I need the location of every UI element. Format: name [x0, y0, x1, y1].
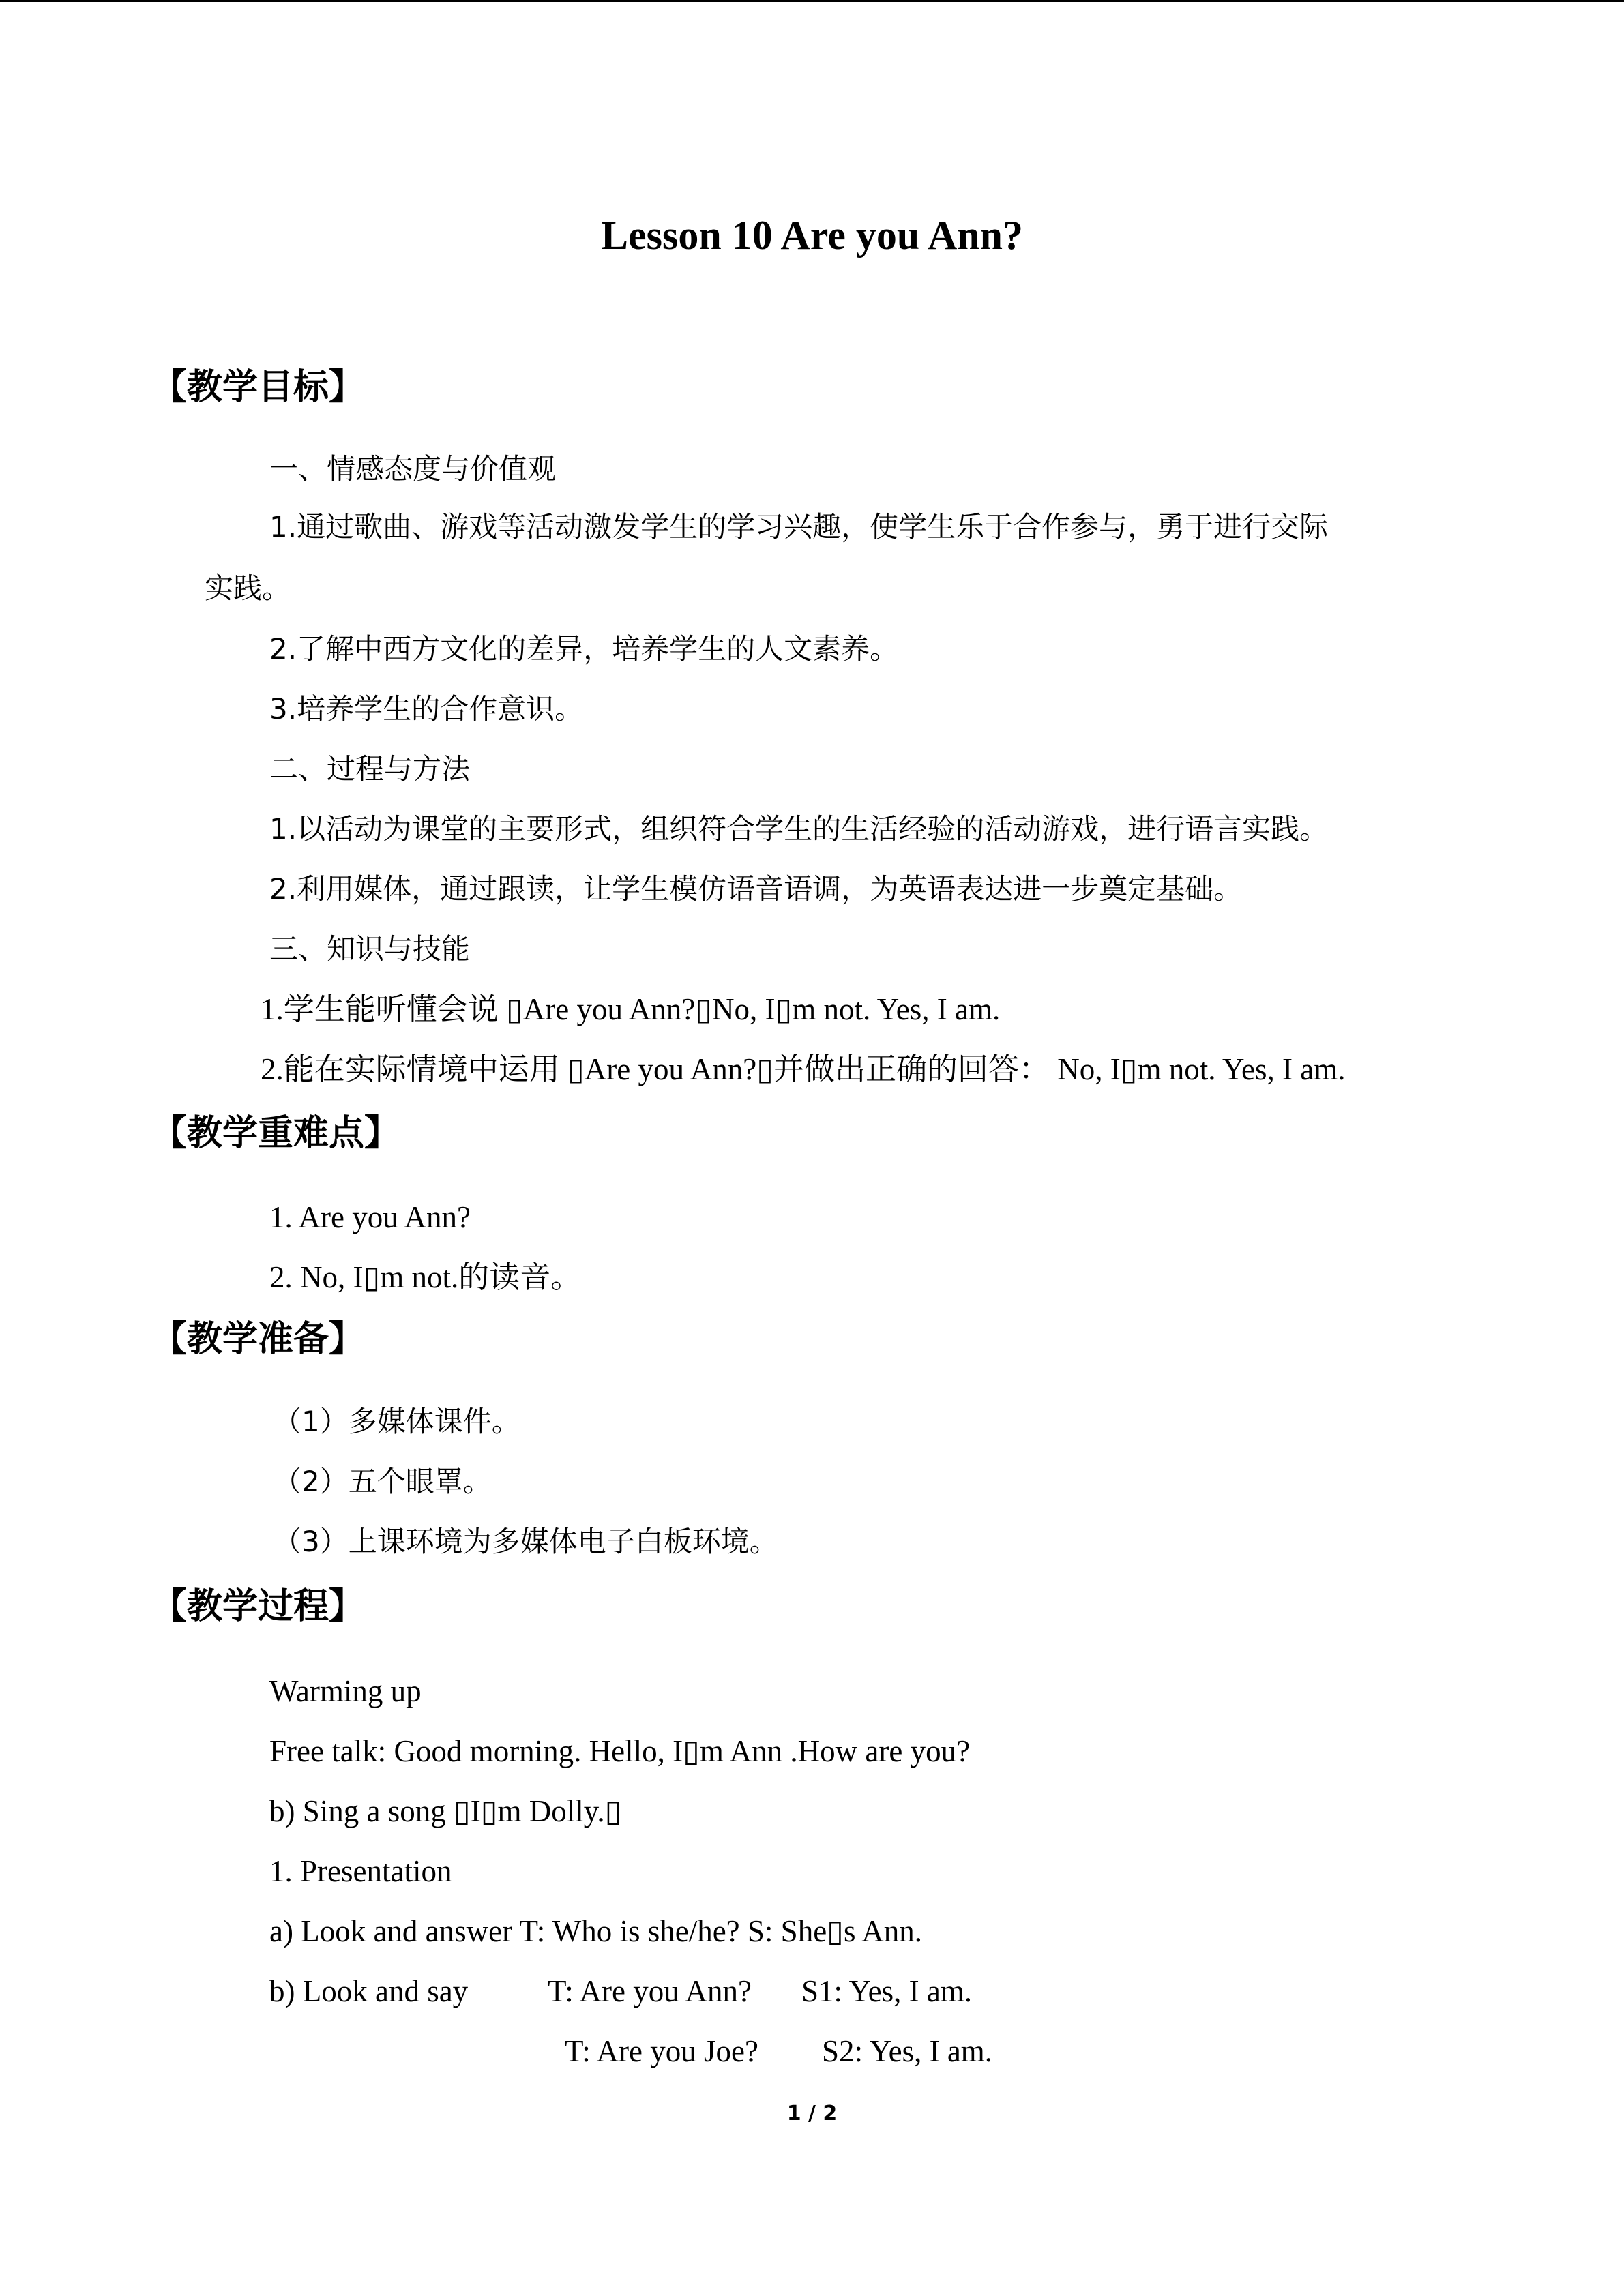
process-line6a: b) Look and say — [269, 1974, 469, 2008]
objectives-item1-line1: 1.通过歌曲、游戏等活动激发学生的学习兴趣，使学生乐于合作参与，勇于进行交际 — [269, 510, 1329, 543]
heading-objectives: 【教学目标】 — [151, 367, 365, 408]
process-line3: b) Sing a song ▯I▯m Dolly.▯ — [269, 1794, 622, 1828]
process-line6b: T: Are you Ann? — [548, 1974, 752, 2008]
objectives-item7: 2.能在实际情境中运用 ▯Are you Ann?▯并做出正确的回答： No, I▯m not. Yes, I am. — [261, 1052, 1346, 1086]
process-line7b: S2: Yes, I am. — [822, 2034, 993, 2068]
process-line4: 1. Presentation — [269, 1854, 452, 1888]
preparation-item3: （3）上课环境为多媒体电子白板环境。 — [273, 1525, 778, 1558]
objectives-item6: 1.学生能听懂会说 ▯Are you Ann?▯No, I▯m not. Yes, I am. — [261, 992, 1001, 1026]
document-title: Lesson 10 Are you Ann? — [600, 213, 1024, 258]
key-points-item1: 1. Are you Ann? — [269, 1200, 471, 1234]
objectives-item4: 1.以活动为课堂的主要形式，组织符合学生的生活经验的活动游戏，进行语言实践。 — [269, 812, 1329, 846]
objectives-sub2: 二、过程与方法 — [269, 752, 471, 786]
process-line5: a) Look and answer T: Who is she/he? S: She▯s Ann. — [269, 1914, 922, 1948]
heading-preparation: 【教学准备】 — [151, 1319, 365, 1360]
process-line2: Free talk: Good morning. Hello, I▯m Ann .How are you? — [269, 1734, 971, 1768]
key-points-item2: 2. No, I▯m not.的读音。 — [269, 1260, 582, 1294]
heading-key-points: 【教学重难点】 — [151, 1113, 400, 1154]
process-line7a: T: Are you Joe? — [565, 2034, 758, 2068]
objectives-item2: 2.了解中西方文化的差异，培养学生的人文素养。 — [269, 632, 899, 666]
objectives-sub3: 三、知识与技能 — [269, 932, 471, 966]
preparation-item2: （2）五个眼罩。 — [273, 1465, 492, 1498]
process-line6c: S1: Yes, I am. — [801, 1974, 973, 2008]
objectives-sub1: 一、情感态度与价值观 — [269, 452, 557, 486]
objectives-item1-line2: 实践。 — [205, 571, 291, 605]
process-line1: Warming up — [269, 1674, 422, 1708]
page-number: 1 / 2 — [786, 2102, 838, 2126]
objectives-item5: 2.利用媒体，通过跟读，让学生模仿语音语调，为英语表达进一步奠定基础。 — [269, 872, 1243, 906]
heading-process: 【教学过程】 — [151, 1586, 365, 1627]
objectives-item3: 3.培养学生的合作意识。 — [269, 692, 584, 726]
preparation-item1: （1）多媒体课件。 — [273, 1405, 520, 1438]
